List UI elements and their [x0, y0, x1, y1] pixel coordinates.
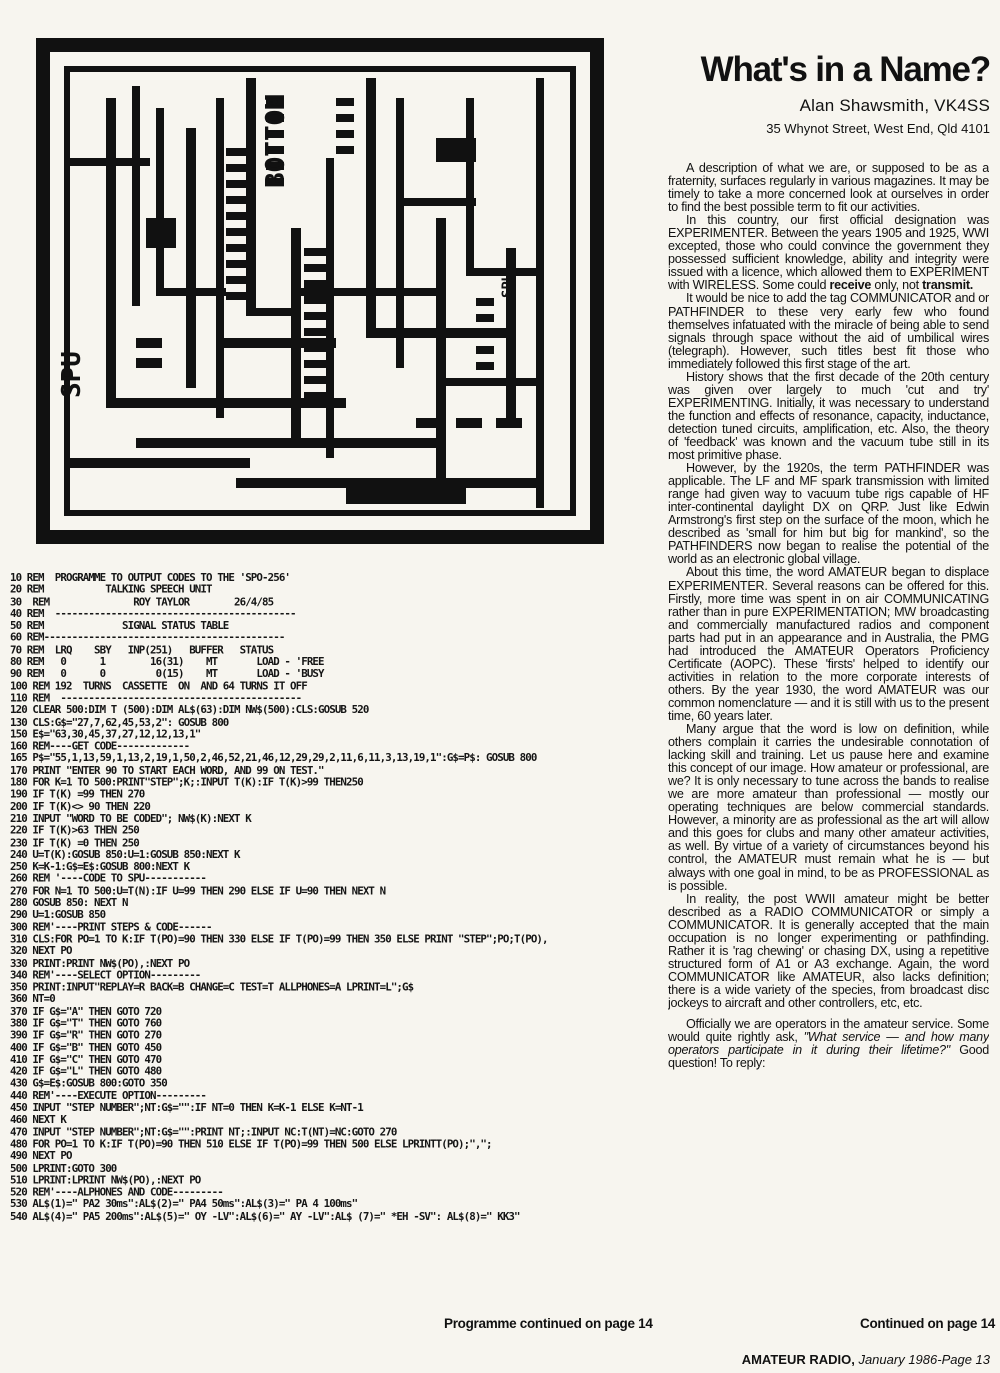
listing-line: 400 IF G$="B" THEN GOTO 450	[10, 1041, 162, 1054]
listing-line: 90 REM 0 0 0(15) MT LOAD - 'BUSY	[10, 667, 324, 681]
listing-line: 250 K=K-1:G$=E$:GOSUB 800:NEXT K	[10, 860, 190, 873]
listing-line: 200 IF T(K)<> 90 THEN 220	[10, 799, 151, 813]
article-body	[668, 162, 989, 1310]
article-paragraph: History shows that the first decade of the 20th century was given over largely to much 'cut and try' EXPERIMENTING. Initially, it was necessary to understand the function and effects of resonance, capacity, inductance, detection tuned circuits, amplification, etc. Also, the theory of 'feedback' was known and the vacuum tube still in its most primitive phase.	[668, 369, 989, 463]
listing-line: 270 FOR N=1 TO 500:U=T(N):IF U=99 THEN 290 ELSE IF U=90 THEN NEXT N	[10, 884, 386, 898]
article-title: What's in a Name?	[700, 50, 990, 89]
listing-line: 290 U=1:GOSUB 850	[10, 908, 106, 922]
listing-line: 240 U=T(K):GOSUB 850:U=1:GOSUB 850:NEXT K	[10, 848, 240, 861]
pcb-label-spu-left: SPU	[57, 351, 87, 398]
article-paragraph: About this time, the word AMATEUR began to displace EXPERIMENTER. Several reasons can be offered for this. Firstly, more time was spent in on air COMMUNICATING rather than in pure EXPERIMENTATION; MW broadcasting and commercially manufactured radios and component parts had put in an appearance and in Australia, the PMG had introduced the AMATEUR Operators Proficiency Certificate (AOPC). These 'firsts' helped to identify our activities in relation to the more corporate interests of others. By the year 1930, the word AMATEUR was our common nomenclature — and it is still with us to the present time, 60 years later.	[668, 565, 989, 723]
article-paragraph: A description of what we are, or supposed to be as a fraternity, surfaces regularly in various magazines. It may be timely to take a more concerned look at ourselves in order to find the best possible term to fit our activities.	[668, 162, 989, 215]
listing-line: 370 IF G$="A" THEN GOTO 720	[10, 1004, 162, 1018]
author-address: 35 Whynot Street, West End, Qld 4101	[766, 121, 990, 136]
listing-line: 530 AL$(1)=" PA2 30ms":AL$(2)=" PA4 50ms":AL$(3)=" PA 4 100ms"	[10, 1197, 358, 1211]
listing-line: 440 REM'----EXECUTE OPTION---------	[10, 1089, 207, 1102]
listing-line: 430 G$=E$:GOSUB 800:GOTO 350	[10, 1077, 167, 1090]
listing-line: 350 PRINT:INPUT"REPLAY=R BACK=B CHANGE=C TEST=T ALLPHONES=A LPRINT=L";G$	[10, 980, 414, 994]
listing-line: 520 REM'----ALPHONES AND CODE---------	[10, 1185, 223, 1199]
article-paragraph: It would be nice to add the tag COMMUNICATOR and or PATHFINDER to these very early few who found themselves infatuated with the miracle of being able to send signals through space without the aid of umbilical wires (telegraph). However, such titles best fit those who immediately followed this first stage of the art.	[668, 291, 989, 371]
pcb-layout-figure	[36, 38, 604, 544]
listing-line: 120 CLEAR 500:DIM T (500):DIM AL$(63):DIM NW$(500):CLS:GOSUB 520	[10, 703, 369, 717]
listing-line: 310 CLS:FOR PO=1 TO K:IF T(PO)=90 THEN 330 ELSE IF T(PO)=99 THEN 350 ELSE PRINT "STEP";PO;T(PO),	[10, 932, 548, 946]
listing-line: 540 AL$(4)=" PA5 200ms":AL$(5)=" OY -LV":AL$(6)=" AY -LV":AL$ (7)=" *EH -SV": AL$(8)=" KK3"	[10, 1209, 520, 1223]
listing-line: 510 LPRINT:LPRINT NW$(PO),:NEXT PO	[10, 1173, 201, 1187]
listing-line: 410 IF G$="C" THEN GOTO 470	[10, 1053, 162, 1066]
listing-line: 170 PRINT "ENTER 90 TO START EACH WORD, AND 99 ON TEST."	[10, 763, 324, 777]
pcb-label-bottom: BOTTOM	[261, 94, 291, 188]
listing-line: 190 IF T(K) =99 THEN 270	[10, 787, 145, 801]
listing-line: 70 REM LRQ SBY INP(251) BUFFER STATUS	[10, 643, 274, 657]
listing-line: 340 REM'----SELECT OPTION---------	[10, 968, 201, 982]
listing-line: 490 NEXT PO	[10, 1149, 72, 1163]
magazine-name: AMATEUR RADIO,	[741, 1352, 855, 1367]
listing-line: 40 REM -------------------------------------------	[10, 607, 296, 620]
pcb-label-spu-right: SPU	[500, 272, 516, 298]
listing-line: 60 REM-------------------------------------------	[10, 631, 285, 645]
listing-line: 470 INPUT "STEP NUMBER";NT:G$="":PRINT NT;:INPUT NC:T(NT)=NC:GOTO 270	[10, 1125, 397, 1139]
listing-line: 330 PRINT:PRINT NW$(PO),:NEXT PO	[10, 956, 190, 970]
listing-line: 300 REM'----PRINT STEPS & CODE------	[10, 920, 212, 934]
listing-line: 160 REM----GET CODE-------------	[10, 739, 190, 753]
listing-line: 260 REM '----CODE TO SPU-----------	[10, 872, 207, 886]
listing-line: 380 IF G$="T" THEN GOTO 760	[10, 1016, 162, 1030]
listing-line: 420 IF G$="L" THEN GOTO 480	[10, 1065, 162, 1078]
article-paragraph: In reality, the post WWII amateur might be better described as a RADIO COMMUNICATOR or simply a COMMUNICATOR. It is generally accepted that the main occupation is no longer experimenting or pathfinding. Rather it is 'rag chewing' or chasing DX, using a repetitive structured form of A1 or A3 exchange. Again, the word COMMUNICATOR like AMATEUR, also lacks definition; there is a wide variety of the species, from broadcast disc jockeys to aircraft and other controllers, etc, etc.	[668, 891, 989, 1010]
listing-line: 480 FOR PO=1 TO K:IF T(PO)=90 THEN 510 ELSE IF T(PO)=99 THEN 500 ELSE LPRINTT(PO);",";	[10, 1137, 492, 1151]
listing-line: 390 IF G$="R" THEN GOTO 270	[10, 1028, 162, 1042]
listing-line: 360 NT=0	[10, 992, 55, 1006]
listing-line: 210 INPUT "WORD TO BE CODED"; NW$(K):NEXT K	[10, 812, 251, 825]
listing-line: 110 REM -------------------------------------------	[10, 691, 302, 705]
listing-line: 10 REM PROGRAMME TO OUTPUT CODES TO THE 'SPO-256'	[10, 572, 291, 584]
article-continued-note: Continued on page 14	[860, 1316, 996, 1331]
article-paragraph: Officially we are operators in the amateur service. Some would quite rightly ask, "What service — and how many operators participate in it during their lifetime?" Good question! To reply:	[668, 1017, 989, 1071]
listing-line: 320 NEXT PO	[10, 944, 72, 958]
listing-line: 500 LPRINT:GOTO 300	[10, 1161, 117, 1175]
listing-line: 130 CLS:G$="27,7,62,45,53,2": GOSUB 800	[10, 715, 229, 729]
listing-line: 30 REM ROY TAYLOR 26/4/85	[10, 595, 274, 608]
article-paragraph: However, by the 1920s, the term PATHFINDER was applicable. The LF and MF spark transmission with limited range had given way to vacuum tube rigs capable of HF inter-continental daylight DX on QRP. Just like Edwin Armstrong's first step on the surface of the moon, which he described as 'small for him but big for mankind', so the PATHFINDERS now began to realise the potential of the world as an electronic global village.	[668, 461, 989, 567]
listing-line: 280 GOSUB 850: NEXT N	[10, 896, 128, 910]
issue-page: January 1986-Page 13	[858, 1352, 990, 1367]
article-paragraph: Many argue that the word is low on definition, while others complain it carries the undesirable connotation of lacking skill and training. Let us pause here and examine this concept of our image. How amateur or professional, are we? It is only necessary to tune across the bands to realise we are more amateur than professional — mostly our operating techniques are below commercial standards. However, a minority are as professional as the art will allow and this goes for clubs and many other amateur activities, as well. By virtue of a variety of circumstances beyond his control, the AMATEUR must remain what he is — but always with one goal in mind, to be as PROFESSIONAL as is possible.	[668, 722, 989, 893]
basic-program-listing	[10, 572, 650, 1305]
page-footer	[700, 1352, 990, 1367]
listing-line: 450 INPUT "STEP NUMBER";NT:G$="":IF NT=0 THEN K=K-1 ELSE K=NT-1	[10, 1101, 363, 1115]
listing-line: 460 NEXT K	[10, 1113, 67, 1127]
listing-line: 165 P$="55,1,13,59,1,13,2,19,1,50,2,46,52,21,46,12,29,29,2,11,6,11,3,13,19,1":G$=P$: GOSUB 800	[10, 751, 537, 765]
article-author: Alan Shawsmith, VK4SS	[799, 96, 990, 115]
listing-line: 20 REM TALKING SPEECH UNIT	[10, 583, 212, 596]
listing-line: 100 REM 192 TURNS CASSETTE ON AND 64 TURNS IT OFF	[10, 679, 307, 693]
listing-line: 80 REM 0 1 16(31) MT LOAD - 'FREE	[10, 655, 324, 669]
listing-line: 220 IF T(K)>63 THEN 250	[10, 824, 139, 837]
listing-line: 150 E$="63,30,45,37,27,12,12,13,1"	[10, 727, 201, 741]
listing-line: 180 FOR K=1 TO 500:PRINT"STEP";K;:INPUT T(K):IF T(K)>99 THEN250	[10, 775, 363, 789]
article-paragraph: In this country, our first official designation was EXPERIMENTER. Between the years 1905 and 1925, WWI excepted, those who could convince the government they possessed sufficient knowledge, ability and integrity were issued with a licence, which allowed them to EXPERIMENT with WIRELESS. Some could receive only, not transmit.	[668, 213, 989, 293]
program-continued-note: Programme continued on page 14	[444, 1316, 653, 1331]
listing-line: 50 REM SIGNAL STATUS TABLE	[10, 619, 229, 632]
listing-line: 230 IF T(K) =0 THEN 250	[10, 836, 139, 849]
